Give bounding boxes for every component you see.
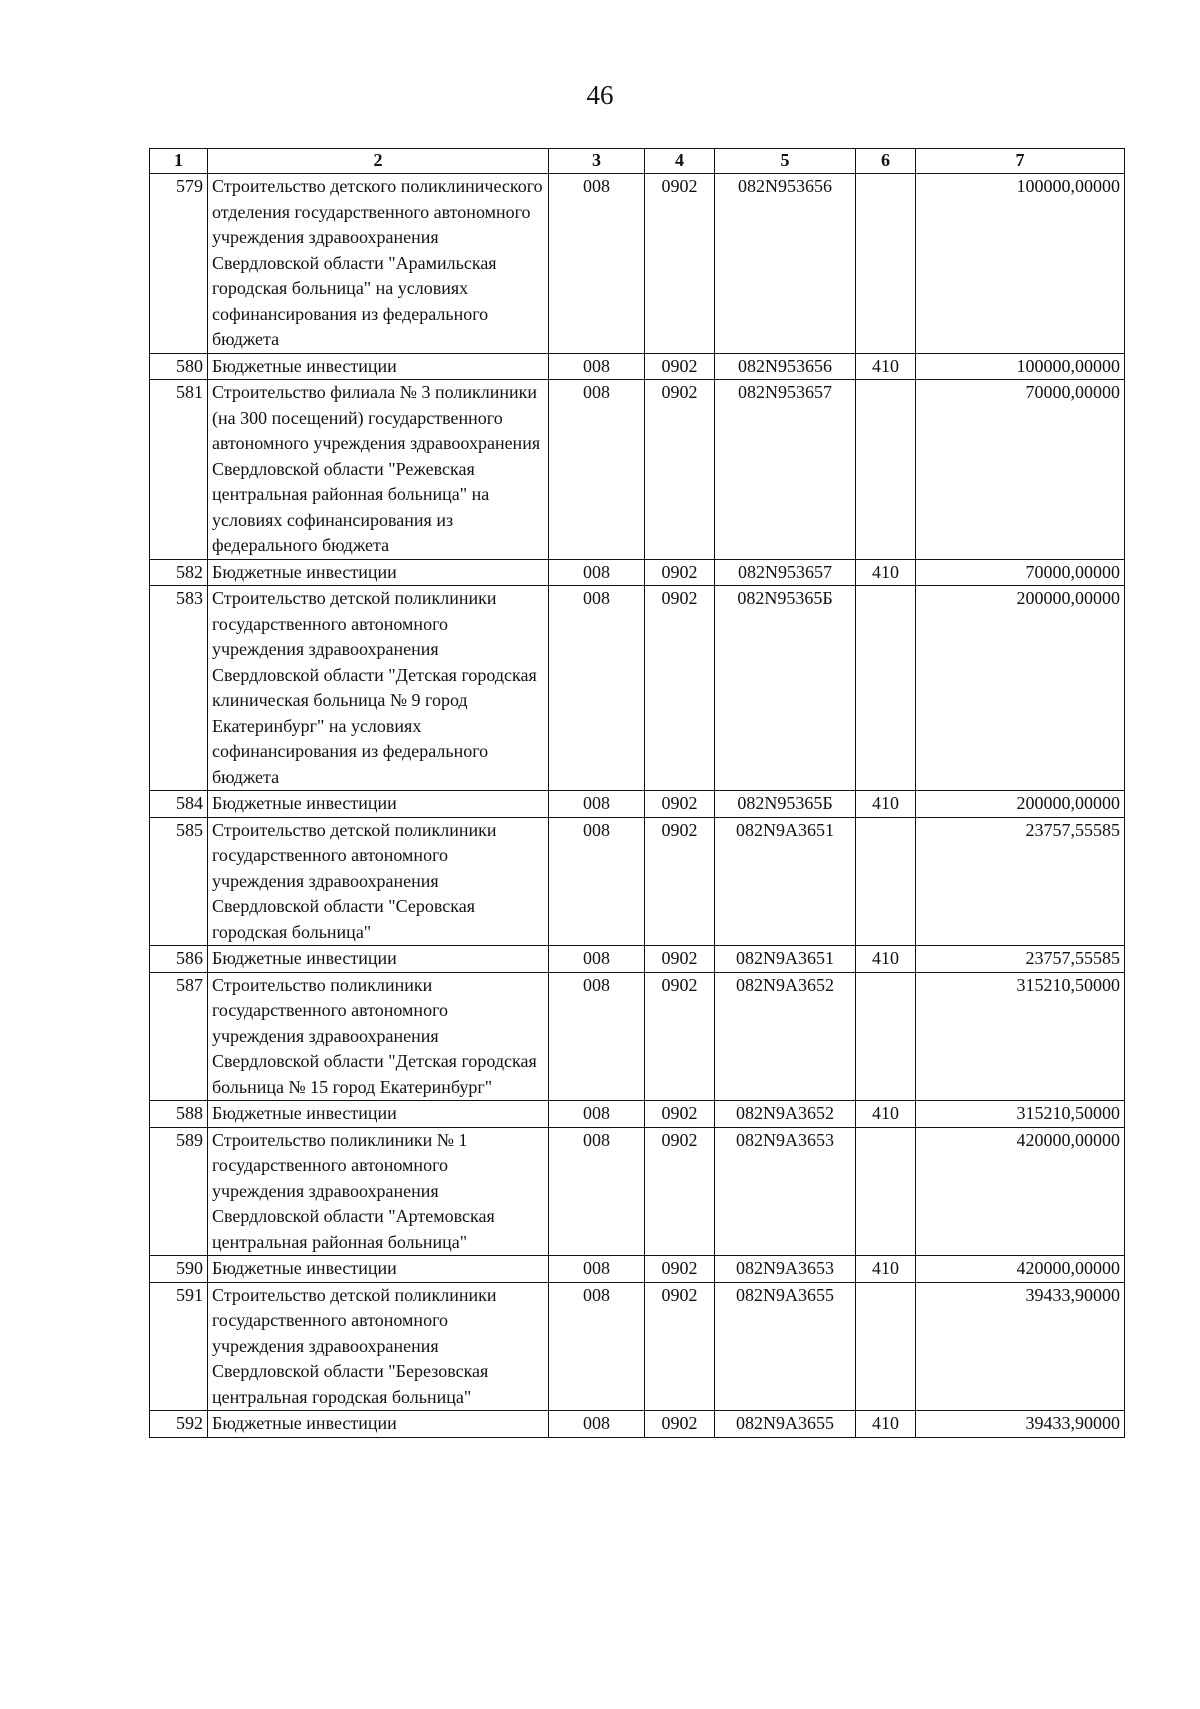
- row-number: 592: [150, 1411, 208, 1438]
- table-row: [150, 1282, 1125, 1411]
- ministry-code: 008: [549, 946, 645, 973]
- table-row: [150, 817, 1125, 946]
- ministry-code: 008: [549, 791, 645, 818]
- target-article-code: 082N9A3653: [715, 1127, 856, 1256]
- expense-name: Строительство детской поликлиники государственного автономного учреждения здравоохранения Свердловской области "Березовская центральная городская больница": [208, 1282, 549, 1411]
- ministry-code: 008: [549, 380, 645, 560]
- expense-type-code: 410: [856, 946, 916, 973]
- row-number: 583: [150, 586, 208, 791]
- target-article-code: 082N9A3655: [715, 1411, 856, 1438]
- target-article-code: 082N953656: [715, 174, 856, 354]
- table-row: [150, 380, 1125, 560]
- expense-type-code: [856, 1127, 916, 1256]
- row-number: 591: [150, 1282, 208, 1411]
- target-article-code: 082N9A3653: [715, 1256, 856, 1283]
- ministry-code: 008: [549, 1282, 645, 1411]
- section-code: 0902: [645, 353, 715, 380]
- expense-type-code: 410: [856, 559, 916, 586]
- row-number: 590: [150, 1256, 208, 1283]
- column-header-4: 4: [645, 149, 715, 174]
- expense-type-code: 410: [856, 791, 916, 818]
- row-number: 580: [150, 353, 208, 380]
- row-number: 581: [150, 380, 208, 560]
- row-number: 586: [150, 946, 208, 973]
- header-row: [150, 149, 1125, 174]
- expense-type-code: [856, 817, 916, 946]
- row-number: 589: [150, 1127, 208, 1256]
- expense-name: Бюджетные инвестиции: [208, 1101, 549, 1128]
- amount-value: 23757,55585: [916, 946, 1125, 973]
- expense-name: Бюджетные инвестиции: [208, 1256, 549, 1283]
- row-number: 585: [150, 817, 208, 946]
- expense-name: Строительство детской поликлиники государственного автономного учреждения здравоохранения Свердловской области "Детская городская клиническая больница № 9 город Екатеринбург" на условиях софинансирования из федерального бюджета: [208, 586, 549, 791]
- expense-name: Строительство филиала № 3 поликлиники (на 300 посещений) государственного автономного учреждения здравоохранения Свердловской области "Режевская центральная районная больница" на условиях софинансирования из федерального бюджета: [208, 380, 549, 560]
- expense-name: Строительство поликлиники государственного автономного учреждения здравоохранения Свердловской области "Детская городская больница № 15 город Екатеринбург": [208, 972, 549, 1101]
- amount-value: 23757,55585: [916, 817, 1125, 946]
- row-number: 579: [150, 174, 208, 354]
- expense-type-code: [856, 1282, 916, 1411]
- amount-value: 420000,00000: [916, 1127, 1125, 1256]
- ministry-code: 008: [549, 174, 645, 354]
- section-code: 0902: [645, 791, 715, 818]
- expense-name: Бюджетные инвестиции: [208, 559, 549, 586]
- amount-value: 315210,50000: [916, 972, 1125, 1101]
- row-number: 588: [150, 1101, 208, 1128]
- row-number: 587: [150, 972, 208, 1101]
- column-header-5: 5: [715, 149, 856, 174]
- section-code: 0902: [645, 1256, 715, 1283]
- target-article-code: 082N9A3655: [715, 1282, 856, 1411]
- ministry-code: 008: [549, 559, 645, 586]
- ministry-code: 008: [549, 586, 645, 791]
- amount-value: 420000,00000: [916, 1256, 1125, 1283]
- table-row: [150, 174, 1125, 354]
- row-number: 582: [150, 559, 208, 586]
- amount-value: 200000,00000: [916, 586, 1125, 791]
- column-header-2: 2: [208, 149, 549, 174]
- table-row: [150, 559, 1125, 586]
- budget-table: [149, 148, 1125, 1438]
- amount-value: 315210,50000: [916, 1101, 1125, 1128]
- expense-type-code: [856, 972, 916, 1101]
- table-header: [150, 149, 1125, 174]
- expense-type-code: 410: [856, 1411, 916, 1438]
- target-article-code: 082N953657: [715, 559, 856, 586]
- column-header-7: 7: [916, 149, 1125, 174]
- section-code: 0902: [645, 972, 715, 1101]
- amount-value: 70000,00000: [916, 380, 1125, 560]
- target-article-code: 082N953657: [715, 380, 856, 560]
- amount-value: 70000,00000: [916, 559, 1125, 586]
- amount-value: 100000,00000: [916, 174, 1125, 354]
- column-header-3: 3: [549, 149, 645, 174]
- page-number: 46: [586, 80, 614, 110]
- ministry-code: 008: [549, 972, 645, 1101]
- amount-value: 100000,00000: [916, 353, 1125, 380]
- expense-type-code: [856, 174, 916, 354]
- section-code: 0902: [645, 559, 715, 586]
- table-row: [150, 946, 1125, 973]
- expense-type-code: 410: [856, 1256, 916, 1283]
- section-code: 0902: [645, 1411, 715, 1438]
- table-row: [150, 791, 1125, 818]
- section-code: 0902: [645, 817, 715, 946]
- expense-name: Строительство поликлиники № 1 государственного автономного учреждения здравоохранения Свердловской области "Артемовская центральная районная больница": [208, 1127, 549, 1256]
- column-header-6: 6: [856, 149, 916, 174]
- expense-type-code: 410: [856, 1101, 916, 1128]
- section-code: 0902: [645, 1101, 715, 1128]
- column-header-1: 1: [150, 149, 208, 174]
- expense-type-code: 410: [856, 353, 916, 380]
- amount-value: 39433,90000: [916, 1282, 1125, 1411]
- target-article-code: 082N953656: [715, 353, 856, 380]
- target-article-code: 082N9A3651: [715, 946, 856, 973]
- ministry-code: 008: [549, 1127, 645, 1256]
- target-article-code: 082N9A3652: [715, 972, 856, 1101]
- expense-name: Строительство детского поликлинического отделения государственного автономного учреждения здравоохранения Свердловской области "Арамильская городская больница" на условиях софинансирования из федерального бюджета: [208, 174, 549, 354]
- section-code: 0902: [645, 1127, 715, 1256]
- expense-name: Бюджетные инвестиции: [208, 1411, 549, 1438]
- table-row: [150, 1256, 1125, 1283]
- ministry-code: 008: [549, 1101, 645, 1128]
- expense-name: Бюджетные инвестиции: [208, 946, 549, 973]
- table-row: [150, 586, 1125, 791]
- expense-name: Бюджетные инвестиции: [208, 353, 549, 380]
- target-article-code: 082N95365Б: [715, 586, 856, 791]
- table-row: [150, 972, 1125, 1101]
- ministry-code: 008: [549, 817, 645, 946]
- expense-type-code: [856, 586, 916, 791]
- section-code: 0902: [645, 1282, 715, 1411]
- table-body: [150, 174, 1125, 1438]
- amount-value: 39433,90000: [916, 1411, 1125, 1438]
- ministry-code: 008: [549, 1411, 645, 1438]
- row-number: 584: [150, 791, 208, 818]
- expense-name: Строительство детской поликлиники государственного автономного учреждения здравоохранения Свердловской области "Серовская городская больница": [208, 817, 549, 946]
- table-row: [150, 1127, 1125, 1256]
- ministry-code: 008: [549, 353, 645, 380]
- table-row: [150, 353, 1125, 380]
- target-article-code: 082N95365Б: [715, 791, 856, 818]
- section-code: 0902: [645, 380, 715, 560]
- section-code: 0902: [645, 586, 715, 791]
- section-code: 0902: [645, 946, 715, 973]
- expense-type-code: [856, 380, 916, 560]
- target-article-code: 082N9A3651: [715, 817, 856, 946]
- section-code: 0902: [645, 174, 715, 354]
- ministry-code: 008: [549, 1256, 645, 1283]
- amount-value: 200000,00000: [916, 791, 1125, 818]
- table-row: [150, 1411, 1125, 1438]
- expense-name: Бюджетные инвестиции: [208, 791, 549, 818]
- table-row: [150, 1101, 1125, 1128]
- target-article-code: 082N9A3652: [715, 1101, 856, 1128]
